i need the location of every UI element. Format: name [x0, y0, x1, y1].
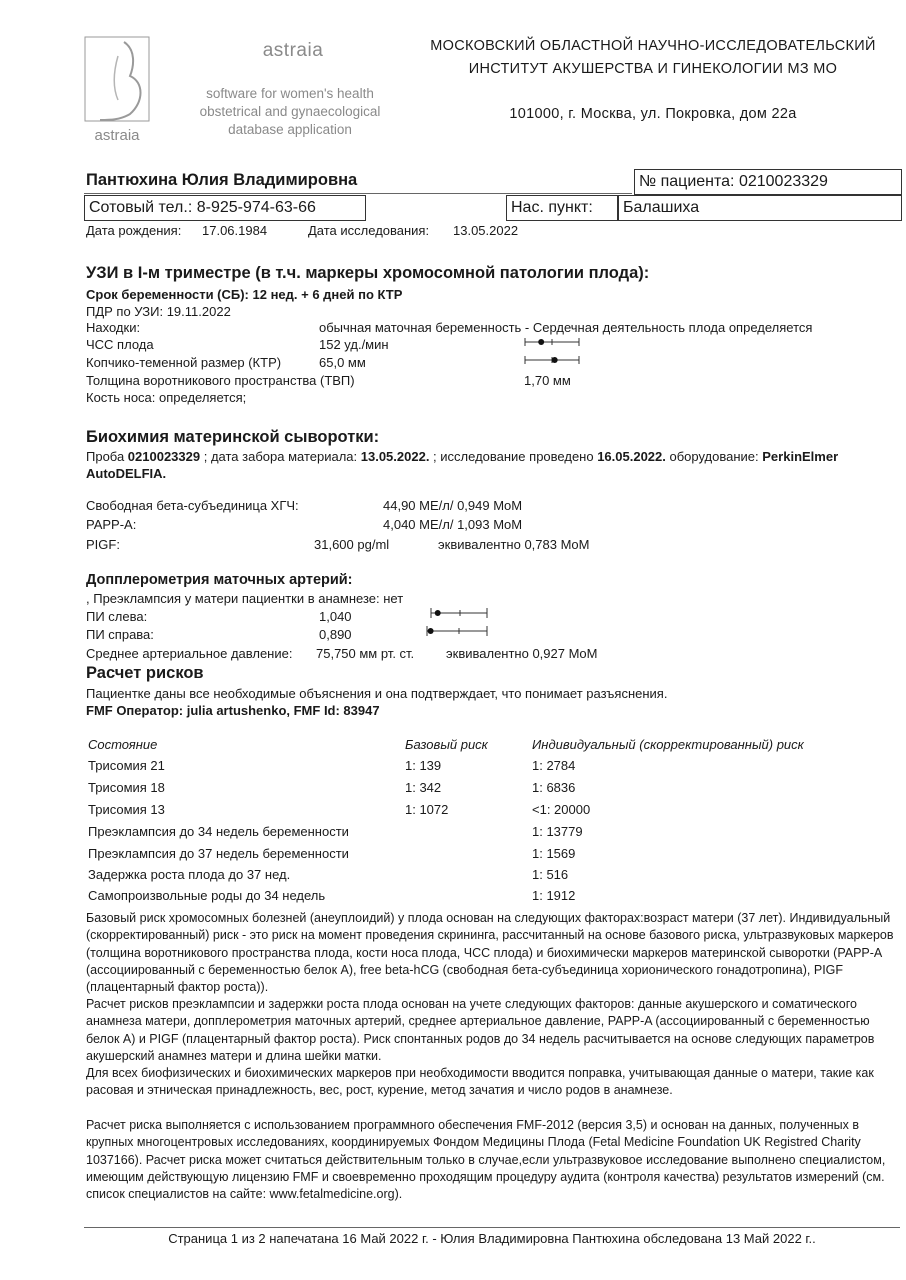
- astraia-logo-icon: [84, 36, 150, 146]
- institute-address: 101000, г. Москва, ул. Покровка, дом 22а: [509, 106, 797, 122]
- phone-field: Сотовый тел.: 8-925-974-63-66: [84, 195, 366, 221]
- note-preeclampsia: Расчет рисков преэклампсии и задержки роста плода основан на учете следующих факторов: данные акушерского и соматического анамнеза матери, допплерометрия маточных артерий, среднее артериальное давление, PAPP-A (ассоциированный с беременностью белок А) и PIGF (плацентарный фактор роста). Риск спонтанных родов до 34 недель расчитывается на основе следующих параметров акушерский анамнез матери и длина шейки матки.: [86, 997, 875, 1063]
- pi-right-value: 0,890: [319, 627, 352, 642]
- equipment-1: PerkinElmer: [762, 449, 839, 464]
- risk-row-base: 1: 342: [405, 780, 442, 795]
- risk-row-individual: <1: 20000: [532, 802, 591, 817]
- due-date: ПДР по УЗИ: 19.11.2022: [86, 304, 231, 319]
- sample-id: 0210023329: [127, 449, 201, 464]
- risk-row-name: Преэклампсия до 37 недель беременности: [88, 846, 349, 861]
- footer-rule: [84, 1227, 900, 1228]
- nt-label: Толщина воротникового пространства (ТВП): [86, 373, 355, 388]
- pi-left-range-marker: [430, 606, 488, 620]
- risk-row-individual: 1: 2784: [532, 758, 576, 773]
- institute-name-line-1: МОСКОВСКИЙ ОБЛАСТНОЙ НАУЧНО-ИССЛЕДОВАТЕЛЬСКИЙ: [430, 38, 876, 54]
- risk-row-name: Трисомия 21: [88, 758, 165, 773]
- note-software: Расчет риска выполняется с использованием программного обеспечения FMF-2012 (версия 3,5) и основан на данных, полученных в крупных многоцентровых исследованиях, координируемых Фондом Медицины Плода (Fetal Medicine Foundation UK Registred Charity 1037166). Расчет риска может считаться действительным только в случае,если ультразвуковое исследование выполнено специалистом, имеющим действующую лицензию FMF и своевременно проходящим процедуру аудита (контроля качества) результатов измерений (см. список специалистов на сайте: www.fetalmedicine.org).: [86, 1118, 886, 1202]
- range-marker-dot: [428, 628, 434, 634]
- map-label: Среднее артериальное давление:: [86, 646, 293, 661]
- risk-row-base: 1: 1072: [405, 802, 449, 817]
- risk-row-name: Самопроизвольные роды до 34 недель: [88, 888, 326, 903]
- sample-collected-date: 13.05.2022.: [360, 449, 430, 464]
- settlement-field: Балашиха: [618, 195, 902, 221]
- col-header-base-risk: Базовый риск: [405, 737, 488, 752]
- logo-brand: astraia: [262, 40, 324, 61]
- sample-collected-label: ; дата забора материала:: [200, 449, 361, 464]
- patient-name-underline: [84, 193, 632, 194]
- range-marker-dot: [435, 610, 441, 616]
- heart-rate-value: 152 уд./мин: [319, 337, 389, 352]
- pi-right-range-marker: [426, 624, 488, 638]
- page-footer: Страница 1 из 2 напечатана 16 Май 2022 г. - Юлия Владимировна Пантюхина обследована 13 Май 2022 г..: [168, 1231, 816, 1246]
- findings-label: Находки:: [86, 320, 141, 335]
- crl-label: Копчико-теменной размер (КТР): [86, 355, 282, 370]
- note-corrections: Для всех биофизических и биохимических маркеров при необходимости вводится поправка, учитывающая данные о матери, такие как расовая и этническая принадлежность, вес, рост, курение, метод зачатия и число родов в анамнезе.: [86, 1066, 874, 1098]
- birth-date: 17.06.1984: [202, 223, 268, 238]
- risk-title: Расчет рисков: [86, 664, 204, 682]
- risk-row-individual: 1: 516: [532, 867, 569, 882]
- heart-rate-label: ЧСС плода: [86, 337, 154, 352]
- heart-rate-range-marker: [524, 336, 580, 348]
- settlement-label: Нас. пункт:: [506, 195, 618, 221]
- fmf-operator: FMF Оператор: julia artushenko, FMF Id: 83947: [86, 703, 380, 718]
- map-equivalent: эквивалентно 0,927 MoM: [446, 646, 598, 661]
- logo-tagline-3: database application: [228, 122, 352, 137]
- logo-tagline-1: software for women's health: [206, 86, 374, 101]
- range-marker-dot: [552, 357, 558, 363]
- risk-row-name: Задержка роста плода до 37 нед.: [88, 867, 291, 882]
- consent-text: Пациентке даны все необходимые объяснения и она подтверждает, что понимает разъяснения.: [86, 686, 668, 701]
- risk-row-individual: 1: 1569: [532, 846, 576, 861]
- exam-date-label: Дата исследования:: [308, 223, 430, 238]
- institute-name-line-2: ИНСТИТУТ АКУШЕРСТВА И ГИНЕКОЛОГИИ МЗ МО: [468, 61, 838, 77]
- pi-left-value: 1,040: [319, 609, 352, 624]
- risk-row-name: Преэклампсия до 34 недель беременности: [88, 824, 349, 839]
- range-marker-dot: [538, 339, 544, 345]
- birth-date-label: Дата рождения:: [86, 223, 182, 238]
- sample-tested-date: 16.05.2022.: [597, 449, 666, 464]
- plgf-equivalent: эквивалентно 0,783 MoM: [438, 537, 590, 552]
- plgf-label: PIGF:: [86, 537, 120, 552]
- risk-row-base: 1: 139: [405, 758, 442, 773]
- papp-label: PAPP-A:: [86, 517, 137, 532]
- risk-row-name: Трисомия 13: [88, 802, 165, 817]
- preeclampsia-history: , Преэклампсия у матери пациентки в анамнезе: нет: [86, 591, 404, 606]
- equipment-label: оборудование:: [665, 449, 763, 464]
- findings-value: обычная маточная беременность - Сердечная деятельность плода определяется: [319, 320, 813, 335]
- hcg-label: Свободная бета-субъединица ХГЧ:: [86, 498, 299, 513]
- sample-tested-label: ; исследование проведено: [429, 449, 598, 464]
- pi-left-label: ПИ слева:: [86, 609, 148, 624]
- papp-value: 4,040 МЕ/л/ 1,093 MoM: [383, 517, 523, 532]
- risk-row-individual: 1: 13779: [532, 824, 583, 839]
- gestational-age: Срок беременности (СБ): 12 нед. + 6 дней по КТР: [86, 287, 403, 302]
- note-base-risk: Базовый риск хромосомных болезней (анеуплоидий) у плода основан на следующих факторах:возраст матери (37 лет). Индивидуальный (скорректированный) риск - это риск на момент проведения скрининга, рассчитанный на основе базового риска, ультразвуковых маркеров (толщина воротникового пространства плода, кости носа плода, ЧСС плода) и биохимически маркеров материнской сыворотки (PAPP-A (ассоциированный с беременностью белок А), free beta-hCG (свободная бета-субъединица хорионического гонадотропина), PIGF (плацентарный фактор роста)).: [86, 911, 894, 995]
- risk-row-individual: 1: 1912: [532, 888, 576, 903]
- logo-tagline-2: obstetrical and gynaecological: [199, 104, 381, 119]
- crl-range-marker: [524, 354, 580, 366]
- logo-mark-text: astraia: [94, 127, 140, 144]
- risk-row-name: Трисомия 18: [88, 780, 165, 795]
- sample-info-line: [86, 449, 838, 464]
- equipment-2: AutoDELFIA.: [86, 466, 167, 481]
- nt-value: 1,70 мм: [524, 373, 571, 388]
- crl-value: 65,0 мм: [319, 355, 366, 370]
- map-value: 75,750 мм рт. ст.: [316, 646, 415, 661]
- ultrasound-title: УЗИ в I-м триместре (в т.ч. маркеры хромосомной патологии плода):: [86, 264, 650, 282]
- col-header-individual-risk: Индивидуальный (скорректированный) риск: [532, 737, 804, 752]
- patient-name: Пантюхина Юлия Владимировна: [86, 171, 358, 189]
- biochem-title: Биохимия материнской сыворотки:: [86, 428, 380, 446]
- sample-prefix: Проба: [86, 449, 128, 464]
- doppler-title: Допплерометрия маточных артерий:: [86, 572, 353, 588]
- col-header-state: Состояние: [88, 737, 158, 752]
- pi-right-label: ПИ справа:: [86, 627, 154, 642]
- exam-date: 13.05.2022: [453, 223, 519, 238]
- nasal-bone: Кость носа: определяется;: [86, 390, 247, 405]
- plgf-value: 31,600 pg/ml: [314, 537, 390, 552]
- risk-row-individual: 1: 6836: [532, 780, 576, 795]
- hcg-value: 44,90 МЕ/л/ 0,949 MoM: [383, 498, 523, 513]
- patient-id-field: № пациента: 0210023329: [634, 169, 902, 195]
